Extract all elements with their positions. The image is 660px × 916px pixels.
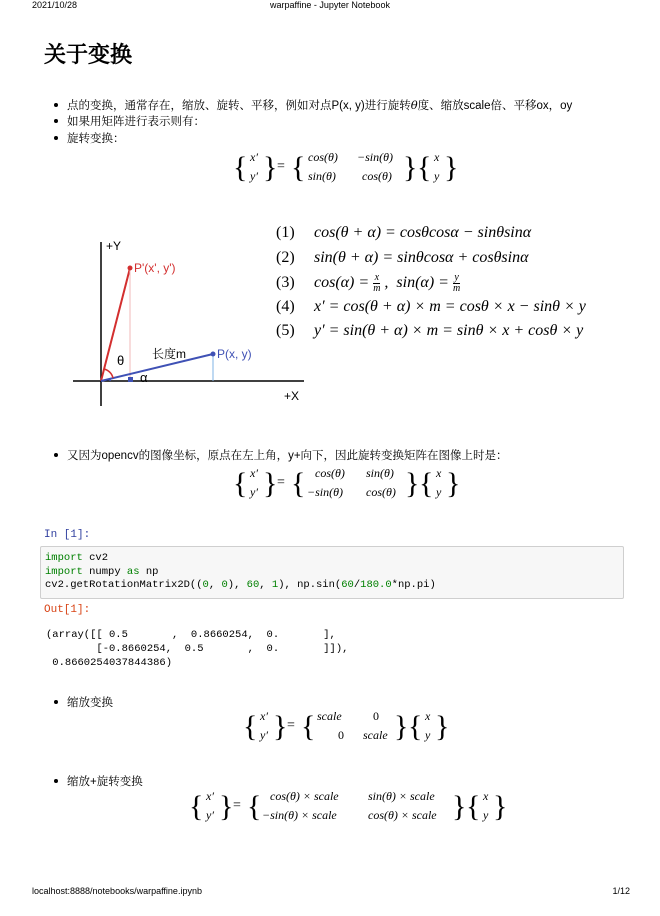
list-item — [54, 114, 205, 130]
output-line: (array([[ 0.5 , 0.8660254, 0. ], — [46, 629, 336, 641]
lhs-y: y′ — [250, 485, 258, 499]
lhs-x: x′ — [260, 709, 268, 723]
bullet-text-1: 点的变换，通常存在，缩放、旋转、平移，例如对点P(x, y)进行旋转 — [67, 100, 411, 112]
equals-sign: = — [287, 718, 295, 733]
scale-matrix-svg — [240, 705, 450, 749]
formula-row — [276, 322, 586, 347]
formula-number: (4) — [276, 297, 295, 315]
code-line: import numpy as np — [45, 565, 159, 578]
p-prime-label: P'(x', y') — [134, 261, 176, 275]
brace-left: { — [233, 151, 248, 184]
rhs-y: y — [425, 728, 431, 742]
opencv-matrix-equation — [230, 462, 460, 511]
opencv-matrix-svg — [230, 462, 460, 506]
output-line: 0.8660254037844386) — [46, 657, 173, 669]
formula-expr: , sin(α) = — [380, 274, 453, 292]
bullet-dot — [54, 119, 58, 123]
keyword: import — [45, 565, 83, 578]
p-prime-point — [128, 266, 133, 271]
fraction-den: m — [373, 283, 381, 294]
formula-expr: cos(θ + α) = cosθcosα − sinθsinα — [314, 224, 532, 241]
equals-sign: = — [233, 798, 241, 813]
keyword: as — [126, 565, 140, 578]
bullet-dot — [54, 779, 58, 783]
m01: 0 — [373, 709, 379, 723]
x-axis-label: +X — [284, 389, 300, 403]
rotation-matrix-equation — [230, 146, 460, 195]
rhs-x: x — [436, 466, 442, 480]
formula-row — [276, 273, 586, 298]
print-header — [0, 0, 660, 12]
lhs-y: y′ — [260, 728, 268, 742]
bullet-text-3: 旋转变换： — [67, 133, 125, 145]
m00: cos(θ) — [308, 150, 338, 164]
formula-expr: cos(α) = — [314, 274, 374, 292]
rhs-y: y — [434, 169, 440, 183]
rhs-x: x — [434, 150, 440, 164]
formula-row — [276, 224, 586, 249]
fraction — [453, 273, 460, 294]
brace-right: } — [263, 467, 278, 500]
m00: scale — [317, 709, 342, 723]
equals-sign: = — [277, 475, 285, 490]
theta-label: θ — [117, 353, 125, 368]
output-prompt: Out[1]: — [44, 604, 91, 616]
rhs-x: x — [425, 709, 431, 723]
brace-left: { — [291, 151, 306, 184]
brace-right: } — [405, 467, 420, 500]
bullet-text-6: 缩放+旋转变换 — [67, 776, 143, 788]
brace-left: { — [233, 467, 248, 500]
m00: cos(θ) — [315, 466, 345, 480]
brace-left: { — [301, 710, 316, 743]
code-cell-input[interactable] — [40, 546, 624, 599]
p-point — [211, 352, 216, 357]
scale-rotation-matrix-equation — [186, 785, 506, 834]
formula-row — [276, 298, 586, 323]
code-line: import cv2 — [45, 552, 109, 564]
brace-left: { — [419, 467, 434, 500]
list-item — [54, 97, 572, 114]
m10: 0 — [338, 728, 344, 742]
formula-expr: x′ = cos(θ + α) × m = cosθ × x − sinθ × y — [314, 297, 586, 315]
brace-left: { — [291, 467, 306, 500]
rhs-y: y — [436, 485, 442, 499]
m10: −sin(θ) × scale — [262, 808, 337, 822]
length-label: 长度m — [152, 347, 186, 361]
brace-right: } — [435, 710, 450, 743]
brace-right: } — [452, 790, 467, 823]
formula-row — [276, 249, 586, 274]
m10: sin(θ) — [308, 169, 336, 183]
fraction-num: y — [454, 272, 459, 283]
bullet-text-5: 缩放变换 — [67, 697, 113, 709]
lhs-x: x′ — [250, 150, 258, 164]
m11: cos(θ) × scale — [368, 808, 437, 822]
m10: −sin(θ) — [307, 485, 343, 499]
lhs-y: y′ — [250, 169, 258, 183]
m11: cos(θ) — [362, 169, 392, 183]
formula-number: (2) — [276, 248, 295, 266]
rotation-matrix-svg — [230, 146, 460, 190]
m01: sin(θ) — [366, 466, 394, 480]
bullet-text-2: 如果用矩阵进行表示则有： — [67, 116, 205, 128]
page-title: 关于变换 — [44, 42, 133, 67]
brace-left: { — [408, 710, 423, 743]
bullet-dot — [54, 700, 58, 704]
print-title: warpaffine - Jupyter Notebook — [270, 0, 390, 10]
m11: cos(θ) — [366, 485, 396, 499]
brace-right: } — [493, 790, 508, 823]
theta-arc — [104, 369, 113, 378]
bullet-dot — [54, 453, 58, 457]
p-prime-vector — [101, 268, 130, 381]
equals-sign: = — [277, 159, 285, 174]
input-prompt: In [1]: — [44, 529, 91, 541]
bullet-text-4: 又因为opencv的图像坐标，原点在左上角，y+向下，因此旋转变换矩阵在图像上时是： — [67, 450, 508, 462]
rhs-y: y — [483, 808, 489, 822]
formula-number: (3) — [276, 274, 295, 292]
rhs-x: x — [483, 789, 489, 803]
scale-matrix-equation — [240, 705, 450, 754]
formula-number: (5) — [276, 322, 295, 339]
print-date: 2021/10/28 — [32, 0, 78, 10]
brace-right: } — [444, 151, 459, 184]
brace-right: } — [446, 467, 461, 500]
brace-right: } — [219, 790, 234, 823]
formula-expr: sin(θ + α) = sinθcosα + cosθsinα — [314, 248, 529, 266]
brace-left: { — [466, 790, 481, 823]
brace-right: } — [273, 710, 288, 743]
code-line: cv2.getRotationMatrix2D((0, 0), 60, 1), np.sin(60/180.0*np.pi) — [45, 579, 436, 591]
brace-left: { — [417, 151, 432, 184]
m00: cos(θ) × scale — [270, 789, 339, 803]
bullet-dot — [54, 103, 58, 107]
fraction-den: m — [452, 283, 461, 294]
theta-symbol: θ — [410, 98, 418, 112]
list-item — [54, 131, 125, 147]
lhs-x: x′ — [250, 466, 258, 480]
brace-right: } — [263, 151, 278, 184]
rotation-diagram — [70, 234, 310, 409]
bullet-text-1-rest: 度、缩放scale倍、平移ox，oy — [417, 100, 573, 112]
code-cell-output — [46, 628, 348, 670]
p-label: P(x, y) — [217, 347, 252, 361]
lhs-x: x′ — [206, 789, 214, 803]
m01: −sin(θ) — [357, 150, 393, 164]
m11: scale — [363, 728, 388, 742]
footer-page-number: 1/12 — [612, 886, 630, 896]
brace-left: { — [247, 790, 262, 823]
y-axis-label: +Y — [106, 239, 122, 253]
formula-number: (1) — [276, 224, 295, 241]
formula-list — [276, 224, 586, 347]
m01: sin(θ) × scale — [368, 789, 435, 803]
output-line: [-0.8660254, 0.5 , 0. ]]), — [46, 643, 349, 655]
list-item — [54, 695, 113, 711]
brace-right: } — [394, 710, 409, 743]
formula-expr: y′ = sin(θ + α) × m = sinθ × x + cosθ × y — [314, 322, 584, 339]
brace-left: { — [189, 790, 204, 823]
alpha-label: α — [140, 370, 148, 385]
alpha-marker — [128, 377, 133, 382]
list-item — [54, 774, 143, 790]
fraction-num: x — [374, 272, 380, 283]
brace-left: { — [243, 710, 258, 743]
keyword: import — [45, 552, 83, 564]
bullet-dot — [54, 136, 58, 140]
brace-right: } — [403, 151, 418, 184]
footer-url: localhost:8888/notebooks/warpaffine.ipynb — [32, 886, 202, 896]
lhs-y: y′ — [206, 808, 214, 822]
scale-rotation-matrix-svg — [186, 785, 506, 829]
